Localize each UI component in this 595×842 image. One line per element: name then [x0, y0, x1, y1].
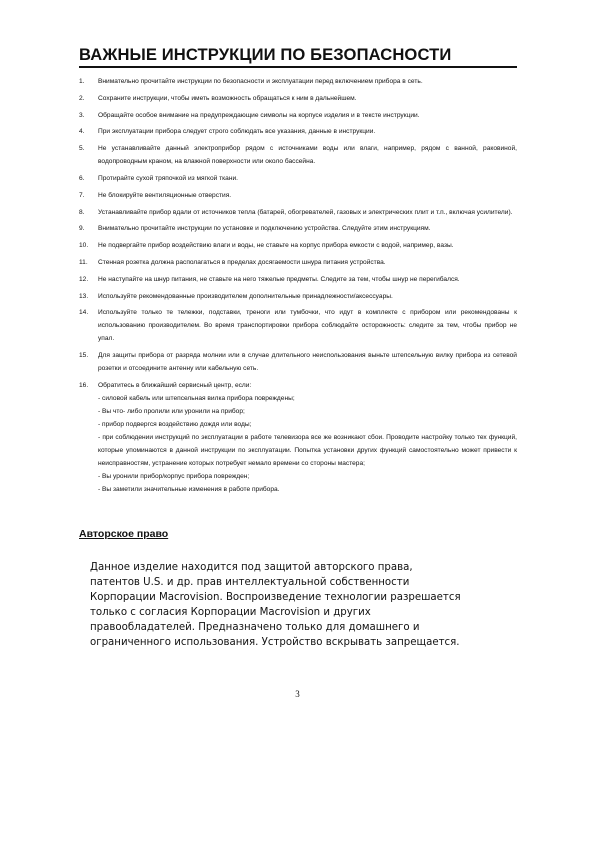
list-item-line: Используйте рекомендованные производителем дополнительные принадлежности/аксессуары. — [98, 292, 393, 300]
list-item-number: 3. — [79, 111, 85, 119]
list-item — [79, 273, 517, 286]
copyright-heading: Авторское право — [79, 528, 169, 540]
list-item-line: Не наступайте на шнур питания, не ставьте на него тяжелые предметы. Следите за тем, чтобы шнур не перегибался. — [98, 275, 460, 283]
list-item-number: 8. — [79, 208, 85, 216]
list-item-number: 12. — [79, 275, 89, 283]
list-item-line: - силовой кабель или штепсельная вилка прибора повреждены; — [98, 394, 295, 402]
list-item-text — [98, 290, 517, 303]
list-item-number: 1. — [79, 78, 85, 85]
list-item — [79, 306, 517, 345]
list-item — [79, 125, 517, 138]
list-item-text — [98, 109, 517, 122]
list-item — [79, 256, 517, 269]
list-item-number: 13. — [79, 292, 89, 300]
list-item-number: 2. — [79, 94, 85, 102]
list-item-line: - прибор подвергся воздействию дождя или воды; — [98, 420, 252, 428]
list-item — [79, 349, 517, 375]
list-item-text — [98, 75, 517, 88]
list-item — [79, 189, 517, 202]
list-item-number: 4. — [79, 128, 85, 136]
list-item — [79, 239, 517, 252]
list-item-number: 9. — [79, 225, 85, 233]
list-item-line: Стенная розетка должна располагаться в пределах досягаемости шнура питания устройства. — [98, 258, 386, 266]
page-number: 3 — [295, 689, 300, 699]
list-item — [79, 75, 517, 88]
list-item — [79, 172, 517, 185]
copyright-line: ограниченного использования. Устройство вскрывать запрещается. — [90, 637, 460, 648]
list-item-text — [98, 239, 517, 252]
copyright-line: правообладателей. Предназначено только для домашнего и — [90, 622, 420, 633]
list-item-text — [98, 189, 517, 202]
list-item-text — [98, 142, 517, 168]
list-item-text — [98, 222, 517, 235]
copyright-line: Корпорации Macrovision. Воспроизведение технологии разрешается — [90, 592, 461, 603]
list-item-line: Не подвергайте прибор воздействию влаги и воды, не ставьте на корпус прибора емкости с водой, например, вазы. — [98, 242, 454, 250]
list-item — [79, 92, 517, 105]
list-item-line: Сохраните инструкции, чтобы иметь возможность обращаться к ним в дальнейшем. — [98, 94, 357, 102]
list-item-line: Обращайте особое внимание на предупреждающие символы на корпусе изделия и в тексте инструкции. — [98, 111, 420, 119]
list-item-text — [98, 349, 517, 375]
list-item-line: Используйте только те тележки, подставки, треноги или тумбочки, что идут в комплекте с прибором или рекомендованы к использованию производителем. Во время транспортировки прибора соблюдайте осторожность: следите за тем, чтобы прибор не упал. — [98, 309, 517, 343]
list-item — [79, 290, 517, 303]
list-item-number: 15. — [79, 352, 89, 360]
list-item-line: Для защиты прибора от разряда молнии или в случае длительного неиспользования выньте штепсельную вилку прибора из сетевой розетки и отсоедините антенну или кабельную сеть. — [98, 352, 517, 373]
list-item-text — [98, 306, 517, 345]
list-item-number: 7. — [79, 191, 85, 199]
list-item-number: 6. — [79, 174, 85, 182]
list-item-line: При эксплуатации прибора следует строго соблюдать все указания, данные в инструкции. — [98, 128, 376, 136]
list-item-text — [98, 172, 517, 185]
list-item-number: 14. — [79, 309, 89, 317]
list-item-line: Обратитесь в ближайший сервисный центр, если: — [98, 381, 252, 389]
list-item-text — [98, 206, 517, 219]
list-item-line: Протирайте сухой тряпочкой из мягкой ткани. — [98, 174, 239, 182]
list-item-line: Внимательно прочитайте инструкции по безопасности и эксплуатации перед включением прибора в сеть. — [98, 78, 423, 85]
list-item-line: - Вы заметили значительные изменения в работе прибора. — [98, 485, 280, 493]
copyright-line: Данное изделие находится под защитой авторского права, — [90, 562, 413, 573]
list-item-line: Внимательно прочитайте инструкции по установке и подключению устройства. Следуйте этим инструкциям. — [98, 225, 431, 233]
list-item-line: - Вы уронили прибор/корпус прибора поврежден; — [98, 472, 250, 480]
list-item-text — [98, 92, 517, 105]
list-item-line: Устанавливайте прибор вдали от источников тепла (батарей, обогревателей, газовых и электрических плит и т.п., включая усилители). — [98, 208, 513, 216]
list-item-number: 5. — [79, 145, 85, 153]
page-title: ВАЖНЫЕ ИНСТРУКЦИИ ПО БЕЗОПАСНОСТИ — [79, 45, 452, 64]
list-item-line: Не блокируйте вентиляционные отверстия. — [98, 191, 232, 199]
list-item-line: - при соблюдении инструкций по эксплуатации в работе телевизора все же возникают сбои. Проводите настройку только тех функций, которые упоминаются в данной инструкции по эксплуатации. Попытка установки других функций самостоятельно может привести к неисправностям, устранение которых потребует немало времени со стороны мастера; — [98, 433, 517, 467]
list-item-number: 11. — [79, 258, 88, 266]
list-item-text — [98, 256, 517, 269]
title-underline — [79, 66, 517, 68]
list-item-line: Не устанавливайте данный электроприбор рядом с источниками воды или влаги, например, рядом с ванной, раковиной, водопроводным краном, на влажной поверхности или около бассейна. — [98, 145, 517, 166]
copyright-line: только с согласия Корпорации Macrovision и других — [90, 607, 371, 618]
copyright-line: патентов U.S. и др. прав интеллектуальной собственности — [90, 577, 410, 588]
list-item — [79, 206, 517, 219]
list-item-text — [98, 379, 517, 496]
list-item-number: 16. — [79, 381, 89, 389]
safety-instructions-list — [79, 75, 517, 500]
list-item — [79, 222, 517, 235]
copyright-text — [90, 560, 520, 650]
list-item-number: 10. — [79, 242, 89, 250]
list-item — [79, 142, 517, 168]
list-item — [79, 379, 517, 496]
list-item-text — [98, 125, 517, 138]
list-item-line: - Вы что- либо пролили или уронили на прибор; — [98, 407, 245, 415]
list-item — [79, 109, 517, 122]
list-item-text — [98, 273, 517, 286]
